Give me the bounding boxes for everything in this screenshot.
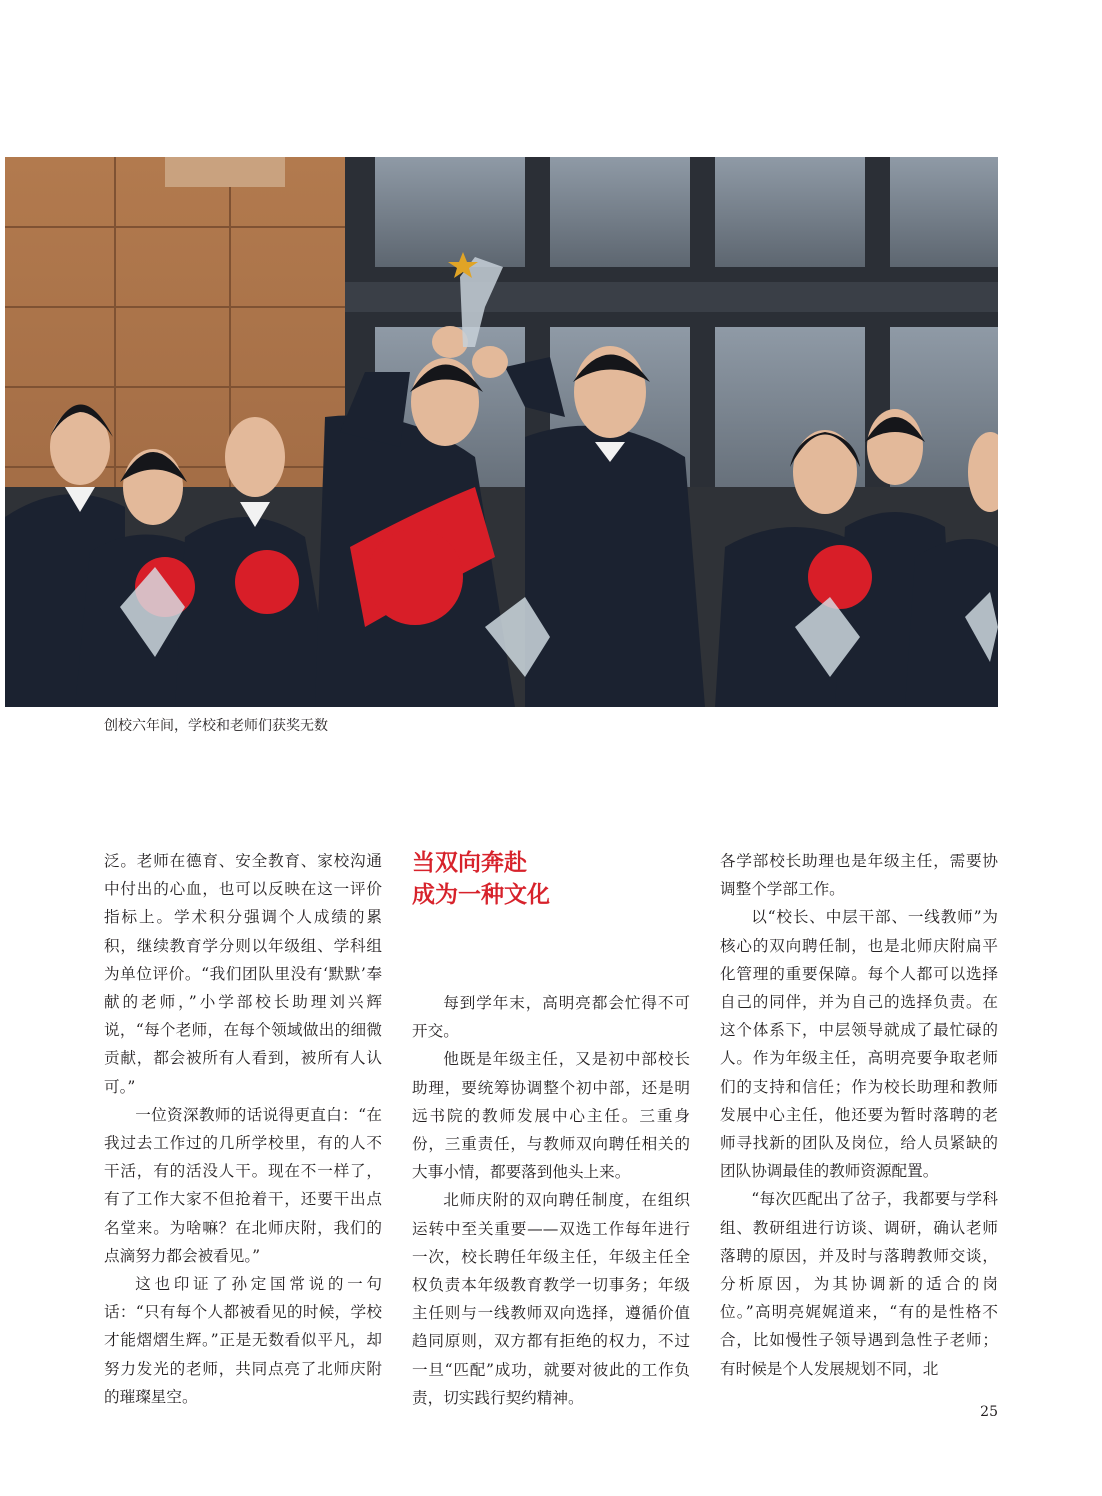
article-column-3 [720,847,998,1383]
article-paragraph: “每次匹配出了岔子，我都要与学科组、教研组进行访谈、调研，确认老师落聘的原因，并及时与落聘教师交谈，分析原因，为其协调新的适合的岗位。”高明亮娓娓道来，“有的是性格不合，比如慢性子领导遇到急性子老师；有时候是个人发展规划不同，北 [720,1190,998,1378]
section-heading [412,847,690,911]
article-paragraph: 这也印证了孙定国常说的一句话：“只有每个人都被看见的时候，学校才能熠熠生辉。”正是无数看似平凡，却努力发光的老师，共同点亮了北师庆附的璀璨星空。 [104,1275,382,1406]
article-column-2 [412,847,690,1412]
heading-spacer [412,911,690,989]
section-heading-line-1: 当双向奔赴 [412,850,527,876]
photo-illustration [5,157,998,707]
article-paragraph: 每到学年末，高明亮都会忙得不可开交。 [412,994,690,1041]
article-paragraph: 各学部校长助理也是年级主任，需要协调整个学部工作。 [720,852,998,899]
article-paragraph: 泛。老师在德育、安全教育、家校沟通中付出的心血，也可以反映在这一评价指标上。学术积分强调个人成绩的累积，继续教育学分则以年级组、学科组为单位评价。“我们团队里没有‘默默’奉献的老师，”小学部校长助理刘兴辉说，“每个老师，在每个领域做出的细微贡献，都会被所有人看到，被所有人认可。” [104,852,382,1096]
page-number: 25 [980,1404,998,1420]
photo-caption: 创校六年间，学校和老师们获奖无数 [104,718,328,734]
article-paragraph: 北师庆附的双向聘任制度，在组织运转中至关重要——双选工作每年进行一次，校长聘任年级主任，年级主任全权负责本年级教育教学一切事务；年级主任则与一线教师双向选择，遵循价值趋同原则，双方都有拒绝的权力，不过一旦“匹配”成功，就要对彼此的工作负责，切实践行契约精神。 [412,1191,690,1407]
column-2-body [412,989,690,1412]
article-column-1 [104,847,382,1411]
article-paragraph: 以“校长、中层干部、一线教师”为核心的双向聘任制，也是北师庆附扁平化管理的重要保障。每个人都可以选择自己的同伴，并为自己的选择负责。在这个体系下，中层领导就成了最忙碌的人。作为年级主任，高明亮要争取老师们的支持和信任；作为校长助理和教师发展中心主任，他还要为暂时落聘的老师寻找新的团队及岗位，给人员紧缺的团队协调最佳的教师资源配置。 [720,908,998,1181]
article-paragraph: 他既是年级主任，又是初中部校长助理，要统筹协调整个初中部，还是明远书院的教师发展中心主任。三重身份，三重责任，与教师双向聘任相关的大事小情，都要落到他头上来。 [412,1050,690,1182]
award-ceremony-photo [5,157,998,707]
article-paragraph: 一位资深教师的话说得更直白：“在我过去工作过的几所学校里，有的人不干活，有的活没人干。现在不一样了，有了工作大家不但抢着干，还要干出点名堂来。为啥嘛？在北师庆附，我们的点滴努力都会被看见。” [104,1105,382,1265]
section-heading-line-2: 成为一种文化 [412,882,550,908]
